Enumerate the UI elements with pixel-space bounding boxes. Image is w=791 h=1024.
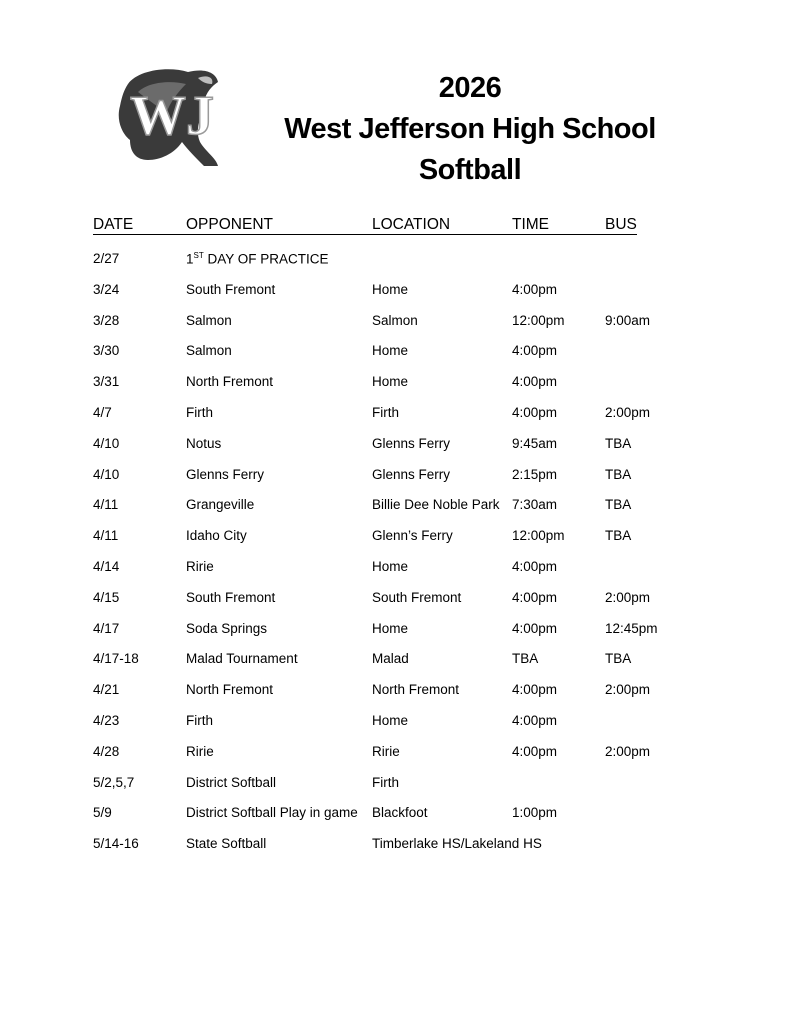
row-5-time: 4:00pm <box>512 374 558 390</box>
row-4-opponent: Salmon <box>186 343 232 359</box>
row-16-date: 4/23 <box>93 713 120 728</box>
row-8-opponent: Glenns Ferry <box>186 466 265 482</box>
row-6-bus: 2:00pm <box>605 405 651 420</box>
wj-monogram <box>130 85 214 147</box>
row-9-date: 4/11 <box>93 497 119 513</box>
row-3-location: Salmon <box>372 312 418 328</box>
row-18-date: 5/2,5,7 <box>93 774 135 790</box>
row-17-bus: 2:00pm <box>605 743 651 759</box>
row-14-date: 4/17-18 <box>93 651 139 667</box>
row-8-location: Glenns Ferry <box>372 466 451 482</box>
row-5-location: Home <box>372 374 409 390</box>
row-16-location: Home <box>372 713 409 728</box>
row-10-date: 4/11 <box>93 528 119 544</box>
title-school: West Jefferson High School <box>284 113 656 145</box>
row-15-date: 4/21 <box>93 682 120 698</box>
row-18-opponent: District Softball <box>186 774 277 790</box>
row-11-opponent: Ririe <box>186 559 214 574</box>
row-9-bus: TBA <box>605 497 632 513</box>
row-15-bus: 2:00pm <box>605 682 651 698</box>
row-20-location: Timberlake HS/Lakeland HS <box>372 836 542 852</box>
row-7-opponent: Notus <box>186 435 222 451</box>
row-17-time: 4:00pm <box>512 743 558 759</box>
row-12-opponent: South Fremont <box>186 589 276 605</box>
row-3-time: 12:00pm <box>512 312 565 328</box>
row-2-date: 3/24 <box>93 281 120 297</box>
row-12-date: 4/15 <box>93 589 120 605</box>
column-header-opponent: OPPONENT <box>186 216 273 233</box>
row-13-date: 4/17 <box>93 620 120 636</box>
row-14-opponent: Malad Tournament <box>186 651 298 667</box>
row-14-location: Malad <box>372 651 409 667</box>
row-11-date: 4/14 <box>93 559 120 574</box>
row-13-bus: 12:45pm <box>605 620 658 636</box>
row-10-time: 12:00pm <box>512 528 565 544</box>
row-13-location: Home <box>372 620 409 636</box>
header-underline <box>93 234 637 235</box>
row-18-location: Firth <box>372 774 399 790</box>
row-16-opponent: Firth <box>186 713 213 728</box>
row-7-bus: TBA <box>605 435 632 451</box>
title-block <box>260 68 680 191</box>
column-header-bus: BUS <box>605 216 637 233</box>
row-13-opponent: Soda Springs <box>186 620 268 636</box>
row-6-time: 4:00pm <box>512 405 558 420</box>
row-7-location: Glenns Ferry <box>372 435 451 451</box>
row-19-location: Blackfoot <box>372 805 428 821</box>
row-15-location: North Fremont <box>372 682 460 698</box>
row-19-time: 1:00pm <box>512 805 558 821</box>
row-17-opponent: Ririe <box>186 743 214 759</box>
svg-text:WJ: WJ <box>130 85 214 147</box>
row-12-time: 4:00pm <box>512 589 558 605</box>
row-2-time: 4:00pm <box>512 281 558 297</box>
school-logo <box>108 62 220 172</box>
row-15-time: 4:00pm <box>512 682 558 698</box>
row-3-date: 3/28 <box>93 312 120 328</box>
row-10-bus: TBA <box>605 528 632 544</box>
row-8-bus: TBA <box>605 466 632 482</box>
row-14-bus: TBA <box>605 651 632 667</box>
row-19-opponent: District Softball Play in game <box>186 805 358 821</box>
row-4-location: Home <box>372 343 409 359</box>
row-3-opponent: Salmon <box>186 312 232 328</box>
row-19-date: 5/9 <box>93 805 112 821</box>
row-7-date: 4/10 <box>93 435 120 451</box>
row-11-location: Home <box>372 559 409 574</box>
row-14-time: TBA <box>512 651 539 667</box>
row-4-time: 4:00pm <box>512 343 558 359</box>
row-2-opponent: South Fremont <box>186 281 276 297</box>
row-5-date: 3/31 <box>93 374 120 390</box>
column-header-time: TIME <box>512 216 550 233</box>
column-header-date: DATE <box>93 216 134 233</box>
row-11-time: 4:00pm <box>512 559 558 574</box>
row-20-opponent: State Softball <box>186 836 267 852</box>
row-9-time: 7:30am <box>512 497 558 513</box>
row-6-date: 4/7 <box>93 405 112 420</box>
row-1-opponent: 1ST DAY OF PRACTICE <box>186 251 329 267</box>
row-16-time: 4:00pm <box>512 713 558 728</box>
row-3-bus: 9:00am <box>605 312 651 328</box>
row-17-date: 4/28 <box>93 743 120 759</box>
row-2-location: Home <box>372 281 409 297</box>
row-8-date: 4/10 <box>93 466 120 482</box>
row-10-opponent: Idaho City <box>186 528 247 544</box>
row-12-location: South Fremont <box>372 589 462 605</box>
row-15-opponent: North Fremont <box>186 682 274 698</box>
row-5-opponent: North Fremont <box>186 374 274 390</box>
row-6-opponent: Firth <box>186 405 213 420</box>
row-8-time: 2:15pm <box>512 466 558 482</box>
row-7-time: 9:45am <box>512 435 558 451</box>
row-9-opponent: Grangeville <box>186 497 255 513</box>
row-17-location: Ririe <box>372 743 400 759</box>
title-sport: Softball <box>418 154 522 186</box>
row-10-location: Glenn’s Ferry <box>372 528 453 544</box>
row-13-time: 4:00pm <box>512 620 558 636</box>
row-20-date: 5/14-16 <box>93 836 139 852</box>
row-1-date: 2/27 <box>93 251 120 266</box>
row-9-location: Billie Dee Noble Park <box>372 497 500 513</box>
column-header-location: LOCATION <box>372 216 451 233</box>
row-6-location: Firth <box>372 405 399 420</box>
row-4-date: 3/30 <box>93 343 120 359</box>
row-12-bus: 2:00pm <box>605 589 651 605</box>
title-year: 2026 <box>438 72 502 104</box>
